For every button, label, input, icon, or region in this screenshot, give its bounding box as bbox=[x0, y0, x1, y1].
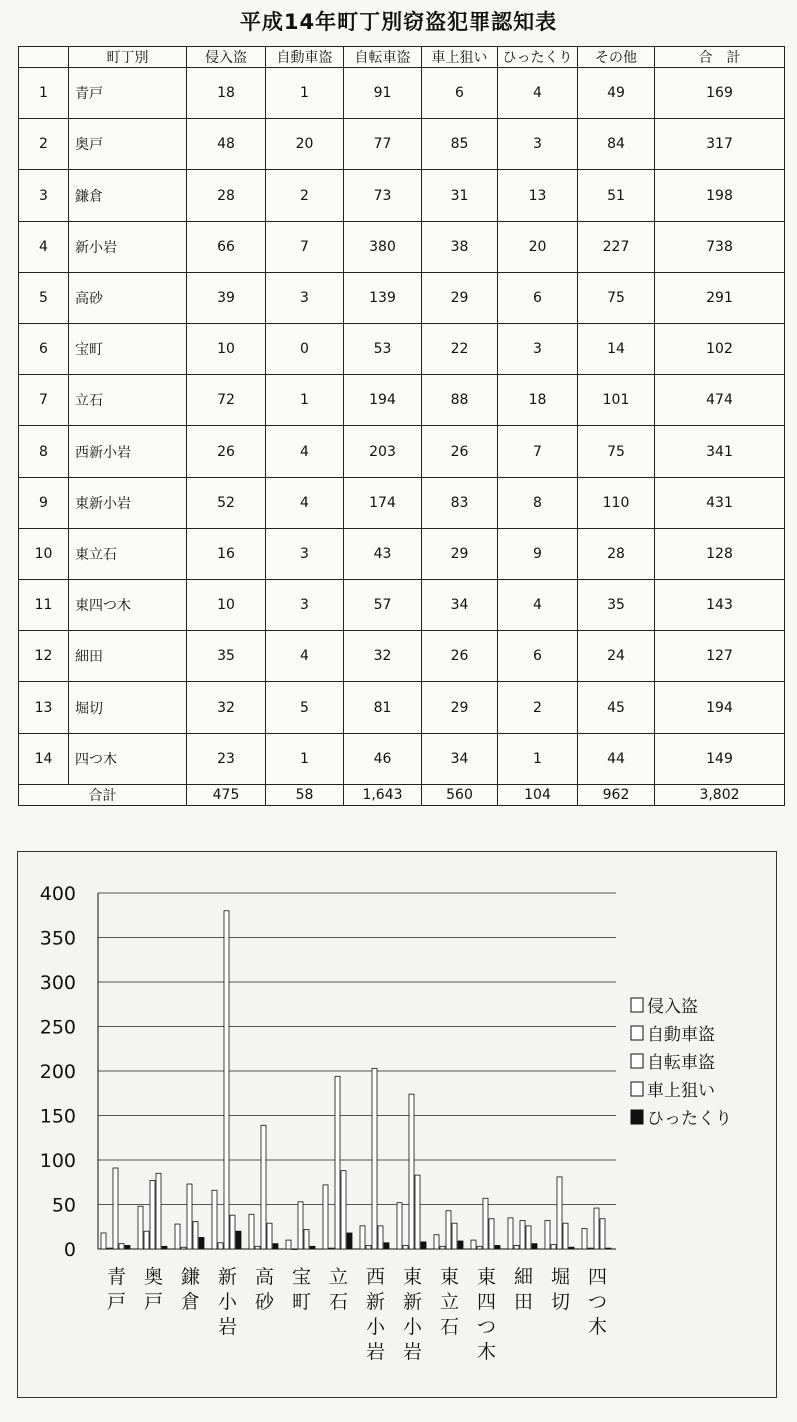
table-cell: 4 bbox=[498, 580, 578, 631]
total-cell: 560 bbox=[422, 785, 498, 806]
table-cell: 174 bbox=[344, 477, 422, 528]
bar bbox=[156, 1173, 161, 1249]
table-cell: 29 bbox=[422, 682, 498, 733]
total-cell: 104 bbox=[498, 785, 578, 806]
bar bbox=[224, 911, 229, 1249]
table-cell: 53 bbox=[344, 324, 422, 375]
table-cell: 4 bbox=[266, 477, 344, 528]
table-cell: 81 bbox=[344, 682, 422, 733]
bar bbox=[267, 1223, 272, 1249]
row-number: 2 bbox=[19, 119, 69, 170]
bar bbox=[113, 1168, 118, 1249]
x-tick-label: 四 bbox=[587, 1266, 608, 1288]
x-tick-label: 木 bbox=[476, 1341, 497, 1363]
row-number: 3 bbox=[19, 170, 69, 221]
bar bbox=[249, 1214, 254, 1249]
table-cell: 73 bbox=[344, 170, 422, 221]
bar bbox=[514, 1245, 519, 1249]
legend-swatch bbox=[631, 1110, 643, 1124]
bar bbox=[218, 1243, 223, 1249]
table-cell: 143 bbox=[655, 580, 785, 631]
x-tick-label: 町 bbox=[291, 1291, 312, 1313]
table-cell: 75 bbox=[578, 426, 655, 477]
bar bbox=[421, 1242, 426, 1249]
table-cell: 738 bbox=[655, 221, 785, 272]
x-tick-label: 戸 bbox=[143, 1291, 164, 1313]
table-cell: 317 bbox=[655, 119, 785, 170]
table-row bbox=[19, 119, 785, 170]
total-cell: 3,802 bbox=[655, 785, 785, 806]
table-row bbox=[19, 170, 785, 221]
table-cell: 32 bbox=[187, 682, 266, 733]
table-cell: 3 bbox=[498, 119, 578, 170]
table-cell: 66 bbox=[187, 221, 266, 272]
table-cell: 6 bbox=[498, 272, 578, 323]
town-name: 新小岩 bbox=[69, 221, 187, 272]
bar bbox=[298, 1202, 303, 1249]
x-tick-label: 東 bbox=[476, 1266, 497, 1288]
x-tick-label: つ bbox=[587, 1291, 608, 1313]
table-cell: 38 bbox=[422, 221, 498, 272]
table-cell: 72 bbox=[187, 375, 266, 426]
bar bbox=[199, 1237, 204, 1249]
table-cell: 46 bbox=[344, 733, 422, 784]
town-name: 奥戸 bbox=[69, 119, 187, 170]
row-number: 8 bbox=[19, 426, 69, 477]
header-cell: ひったくり bbox=[498, 47, 578, 68]
x-tick-label: 立 bbox=[439, 1291, 460, 1313]
table-cell: 198 bbox=[655, 170, 785, 221]
bar bbox=[458, 1241, 463, 1249]
row-number: 4 bbox=[19, 221, 69, 272]
table-cell: 4 bbox=[266, 631, 344, 682]
x-tick-label: 東 bbox=[402, 1266, 423, 1288]
town-name: 青戸 bbox=[69, 68, 187, 119]
table-cell: 34 bbox=[422, 733, 498, 784]
bar bbox=[440, 1246, 445, 1249]
bar bbox=[304, 1229, 309, 1249]
bar bbox=[477, 1246, 482, 1249]
table-cell: 20 bbox=[498, 221, 578, 272]
table-cell: 4 bbox=[498, 68, 578, 119]
table-cell: 102 bbox=[655, 324, 785, 375]
table-cell: 28 bbox=[187, 170, 266, 221]
table-cell: 48 bbox=[187, 119, 266, 170]
town-name: 東四つ木 bbox=[69, 580, 187, 631]
bar bbox=[532, 1244, 537, 1249]
table-row bbox=[19, 426, 785, 477]
total-label: 合計 bbox=[19, 785, 187, 806]
table-cell: 75 bbox=[578, 272, 655, 323]
table-cell: 203 bbox=[344, 426, 422, 477]
bar bbox=[193, 1221, 198, 1249]
bar bbox=[236, 1231, 241, 1249]
row-number: 10 bbox=[19, 528, 69, 579]
bar bbox=[255, 1246, 260, 1249]
legend-swatch bbox=[631, 1082, 643, 1096]
row-number: 11 bbox=[19, 580, 69, 631]
table-cell: 28 bbox=[578, 528, 655, 579]
table-cell: 431 bbox=[655, 477, 785, 528]
x-tick-label: 鎌 bbox=[180, 1266, 201, 1288]
bar bbox=[101, 1233, 106, 1249]
town-name: 西新小岩 bbox=[69, 426, 187, 477]
y-tick-label: 0 bbox=[63, 1239, 76, 1261]
total-cell: 58 bbox=[266, 785, 344, 806]
table-row bbox=[19, 477, 785, 528]
table-cell: 45 bbox=[578, 682, 655, 733]
town-name: 宝町 bbox=[69, 324, 187, 375]
town-name: 細田 bbox=[69, 631, 187, 682]
y-tick-label: 200 bbox=[39, 1061, 76, 1083]
table-cell: 29 bbox=[422, 528, 498, 579]
total-cell: 475 bbox=[187, 785, 266, 806]
table-row bbox=[19, 631, 785, 682]
table-cell: 51 bbox=[578, 170, 655, 221]
bar bbox=[175, 1224, 180, 1249]
table-cell: 16 bbox=[187, 528, 266, 579]
table-row bbox=[19, 221, 785, 272]
bar bbox=[551, 1245, 556, 1249]
x-tick-label: 東 bbox=[439, 1266, 460, 1288]
bar bbox=[563, 1223, 568, 1249]
town-name: 東新小岩 bbox=[69, 477, 187, 528]
header-cell: 侵入盗 bbox=[187, 47, 266, 68]
bar bbox=[594, 1208, 599, 1249]
table-cell: 194 bbox=[655, 682, 785, 733]
legend-swatch bbox=[631, 1026, 643, 1040]
table-cell: 7 bbox=[498, 426, 578, 477]
y-tick-label: 100 bbox=[39, 1150, 76, 1172]
bar bbox=[150, 1180, 155, 1249]
bar bbox=[378, 1226, 383, 1249]
table-cell: 149 bbox=[655, 733, 785, 784]
table-cell: 169 bbox=[655, 68, 785, 119]
y-tick-label: 50 bbox=[51, 1194, 76, 1217]
row-number: 9 bbox=[19, 477, 69, 528]
x-tick-label: 岩 bbox=[365, 1341, 386, 1363]
x-tick-label: 砂 bbox=[254, 1291, 275, 1313]
table-cell: 6 bbox=[498, 631, 578, 682]
table-cell: 380 bbox=[344, 221, 422, 272]
header-cell: 自転車盗 bbox=[344, 47, 422, 68]
x-tick-label: 石 bbox=[439, 1316, 460, 1338]
bar bbox=[569, 1247, 574, 1249]
table-cell: 2 bbox=[266, 170, 344, 221]
x-tick-label: 小 bbox=[365, 1316, 386, 1338]
bar bbox=[403, 1245, 408, 1249]
table-cell: 101 bbox=[578, 375, 655, 426]
chart-frame bbox=[17, 851, 777, 1398]
table-cell: 3 bbox=[266, 272, 344, 323]
x-tick-label: 岩 bbox=[402, 1341, 423, 1363]
header-cell: 自動車盗 bbox=[266, 47, 344, 68]
bar bbox=[452, 1223, 457, 1249]
bar bbox=[545, 1221, 550, 1249]
table-cell: 127 bbox=[655, 631, 785, 682]
bar bbox=[261, 1125, 266, 1249]
bar bbox=[446, 1211, 451, 1249]
row-number: 14 bbox=[19, 733, 69, 784]
row-number: 5 bbox=[19, 272, 69, 323]
town-name: 立石 bbox=[69, 375, 187, 426]
table-header-row bbox=[19, 47, 785, 68]
bar bbox=[582, 1229, 587, 1249]
bar bbox=[119, 1244, 124, 1249]
table-row bbox=[19, 272, 785, 323]
bar bbox=[323, 1185, 328, 1249]
x-tick-label: 切 bbox=[550, 1291, 571, 1313]
bar bbox=[483, 1198, 488, 1249]
table-cell: 29 bbox=[422, 272, 498, 323]
bar bbox=[372, 1068, 377, 1249]
page-title: 平成14年町丁別窃盗犯罪認知表 bbox=[239, 10, 558, 34]
bar bbox=[520, 1221, 525, 1249]
table-cell: 110 bbox=[578, 477, 655, 528]
bar bbox=[508, 1218, 513, 1249]
table-cell: 35 bbox=[578, 580, 655, 631]
table-cell: 57 bbox=[344, 580, 422, 631]
table-cell: 83 bbox=[422, 477, 498, 528]
table-cell: 26 bbox=[422, 426, 498, 477]
table-cell: 291 bbox=[655, 272, 785, 323]
x-tick-label: 倉 bbox=[180, 1291, 201, 1313]
x-tick-label: 岩 bbox=[217, 1316, 238, 1338]
table-cell: 1 bbox=[498, 733, 578, 784]
bar bbox=[495, 1245, 500, 1249]
legend-label: 自転車盗 bbox=[647, 1053, 715, 1073]
table-cell: 22 bbox=[422, 324, 498, 375]
x-tick-label: つ bbox=[476, 1316, 497, 1338]
table-cell: 0 bbox=[266, 324, 344, 375]
header-cell: 車上狙い bbox=[422, 47, 498, 68]
legend-label: ひったくり bbox=[647, 1109, 732, 1129]
table-row bbox=[19, 324, 785, 375]
table-cell: 6 bbox=[422, 68, 498, 119]
table-cell: 5 bbox=[266, 682, 344, 733]
table-row bbox=[19, 580, 785, 631]
x-tick-label: 堀 bbox=[550, 1266, 571, 1288]
bar bbox=[286, 1240, 291, 1249]
x-tick-label: 青 bbox=[106, 1266, 127, 1288]
bar bbox=[181, 1247, 186, 1249]
bar bbox=[107, 1248, 112, 1249]
table-row bbox=[19, 375, 785, 426]
table-total-row bbox=[19, 785, 785, 806]
x-tick-label: 戸 bbox=[106, 1291, 127, 1313]
table-cell: 14 bbox=[578, 324, 655, 375]
bar bbox=[138, 1206, 143, 1249]
bar bbox=[384, 1243, 389, 1249]
x-tick-label: 小 bbox=[217, 1291, 238, 1313]
row-number: 6 bbox=[19, 324, 69, 375]
town-name: 高砂 bbox=[69, 272, 187, 323]
total-cell: 1,643 bbox=[344, 785, 422, 806]
row-number: 1 bbox=[19, 68, 69, 119]
bar bbox=[397, 1203, 402, 1249]
x-tick-label: 新 bbox=[217, 1266, 238, 1288]
bar bbox=[144, 1231, 149, 1249]
x-tick-label: 高 bbox=[254, 1266, 275, 1288]
table-cell: 88 bbox=[422, 375, 498, 426]
table-cell: 10 bbox=[187, 324, 266, 375]
legend-swatch bbox=[631, 998, 643, 1012]
table-cell: 77 bbox=[344, 119, 422, 170]
table-cell: 1 bbox=[266, 733, 344, 784]
table-cell: 34 bbox=[422, 580, 498, 631]
table-cell: 84 bbox=[578, 119, 655, 170]
table-cell: 227 bbox=[578, 221, 655, 272]
x-tick-label: 新 bbox=[365, 1291, 386, 1313]
bar bbox=[588, 1248, 593, 1249]
row-number: 12 bbox=[19, 631, 69, 682]
bar bbox=[125, 1245, 130, 1249]
bar bbox=[230, 1215, 235, 1249]
total-cell: 962 bbox=[578, 785, 655, 806]
table-cell: 9 bbox=[498, 528, 578, 579]
legend-swatch bbox=[631, 1054, 643, 1068]
legend-label: 侵入盗 bbox=[647, 997, 698, 1017]
table-cell: 474 bbox=[655, 375, 785, 426]
table-cell: 24 bbox=[578, 631, 655, 682]
bar-chart bbox=[18, 852, 776, 1397]
table-cell: 85 bbox=[422, 119, 498, 170]
y-tick-label: 350 bbox=[39, 927, 76, 950]
bar bbox=[366, 1245, 371, 1249]
header-cell: その他 bbox=[578, 47, 655, 68]
bar bbox=[489, 1219, 494, 1249]
table-row bbox=[19, 733, 785, 784]
y-tick-label: 250 bbox=[39, 1016, 76, 1039]
bar bbox=[606, 1248, 611, 1249]
table-cell: 128 bbox=[655, 528, 785, 579]
header-cell: 合 計 bbox=[655, 47, 785, 68]
bar bbox=[162, 1246, 167, 1249]
header-cell bbox=[19, 47, 69, 68]
x-tick-label: 細 bbox=[513, 1266, 534, 1288]
x-tick-label: 石 bbox=[328, 1291, 349, 1313]
table-cell: 139 bbox=[344, 272, 422, 323]
x-tick-label: 四 bbox=[476, 1291, 497, 1313]
bar bbox=[335, 1076, 340, 1249]
table-row bbox=[19, 68, 785, 119]
header-cell: 町丁別 bbox=[69, 47, 187, 68]
bar bbox=[347, 1233, 352, 1249]
y-tick-label: 150 bbox=[39, 1105, 76, 1128]
row-number: 13 bbox=[19, 682, 69, 733]
table-cell: 3 bbox=[266, 528, 344, 579]
bar bbox=[212, 1190, 217, 1249]
y-tick-label: 400 bbox=[39, 883, 76, 905]
bar bbox=[310, 1246, 315, 1249]
bar bbox=[526, 1226, 531, 1249]
bar bbox=[292, 1249, 297, 1250]
table-row bbox=[19, 682, 785, 733]
x-tick-label: 奥 bbox=[143, 1266, 164, 1288]
table-cell: 44 bbox=[578, 733, 655, 784]
bar bbox=[434, 1235, 439, 1249]
table-cell: 3 bbox=[266, 580, 344, 631]
table-cell: 1 bbox=[266, 68, 344, 119]
town-name: 堀切 bbox=[69, 682, 187, 733]
crime-table bbox=[18, 46, 785, 806]
table-cell: 26 bbox=[187, 426, 266, 477]
bar bbox=[273, 1244, 278, 1249]
table-cell: 35 bbox=[187, 631, 266, 682]
town-name: 鎌倉 bbox=[69, 170, 187, 221]
table-cell: 3 bbox=[498, 324, 578, 375]
table-cell: 32 bbox=[344, 631, 422, 682]
legend-label: 自動車盗 bbox=[647, 1025, 715, 1045]
bar bbox=[329, 1248, 334, 1249]
table-cell: 13 bbox=[498, 170, 578, 221]
table-row bbox=[19, 528, 785, 579]
table-cell: 91 bbox=[344, 68, 422, 119]
row-number: 7 bbox=[19, 375, 69, 426]
x-tick-label: 田 bbox=[513, 1291, 534, 1313]
legend-label: 車上狙い bbox=[647, 1081, 715, 1101]
table-cell: 194 bbox=[344, 375, 422, 426]
bar bbox=[187, 1184, 192, 1249]
table-cell: 49 bbox=[578, 68, 655, 119]
table-cell: 1 bbox=[266, 375, 344, 426]
table-cell: 18 bbox=[187, 68, 266, 119]
table-cell: 10 bbox=[187, 580, 266, 631]
bar bbox=[557, 1177, 562, 1249]
table-cell: 43 bbox=[344, 528, 422, 579]
table-cell: 26 bbox=[422, 631, 498, 682]
table-cell: 20 bbox=[266, 119, 344, 170]
table-cell: 4 bbox=[266, 426, 344, 477]
bar bbox=[600, 1219, 605, 1249]
bar bbox=[415, 1175, 420, 1249]
table-cell: 31 bbox=[422, 170, 498, 221]
bar bbox=[341, 1171, 346, 1249]
bar bbox=[409, 1094, 414, 1249]
x-tick-label: 新 bbox=[402, 1291, 423, 1313]
table-cell: 8 bbox=[498, 477, 578, 528]
town-name: 東立石 bbox=[69, 528, 187, 579]
x-tick-label: 小 bbox=[402, 1316, 423, 1338]
table-cell: 2 bbox=[498, 682, 578, 733]
x-tick-label: 立 bbox=[328, 1266, 349, 1288]
table-cell: 7 bbox=[266, 221, 344, 272]
table-cell: 23 bbox=[187, 733, 266, 784]
table-cell: 39 bbox=[187, 272, 266, 323]
table-cell: 52 bbox=[187, 477, 266, 528]
bar bbox=[471, 1240, 476, 1249]
table-cell: 18 bbox=[498, 375, 578, 426]
x-tick-label: 宝 bbox=[291, 1266, 312, 1288]
table-cell: 341 bbox=[655, 426, 785, 477]
x-tick-label: 西 bbox=[365, 1266, 386, 1288]
town-name: 四つ木 bbox=[69, 733, 187, 784]
y-tick-label: 300 bbox=[39, 972, 76, 994]
bar bbox=[360, 1226, 365, 1249]
x-tick-label: 木 bbox=[587, 1316, 608, 1338]
